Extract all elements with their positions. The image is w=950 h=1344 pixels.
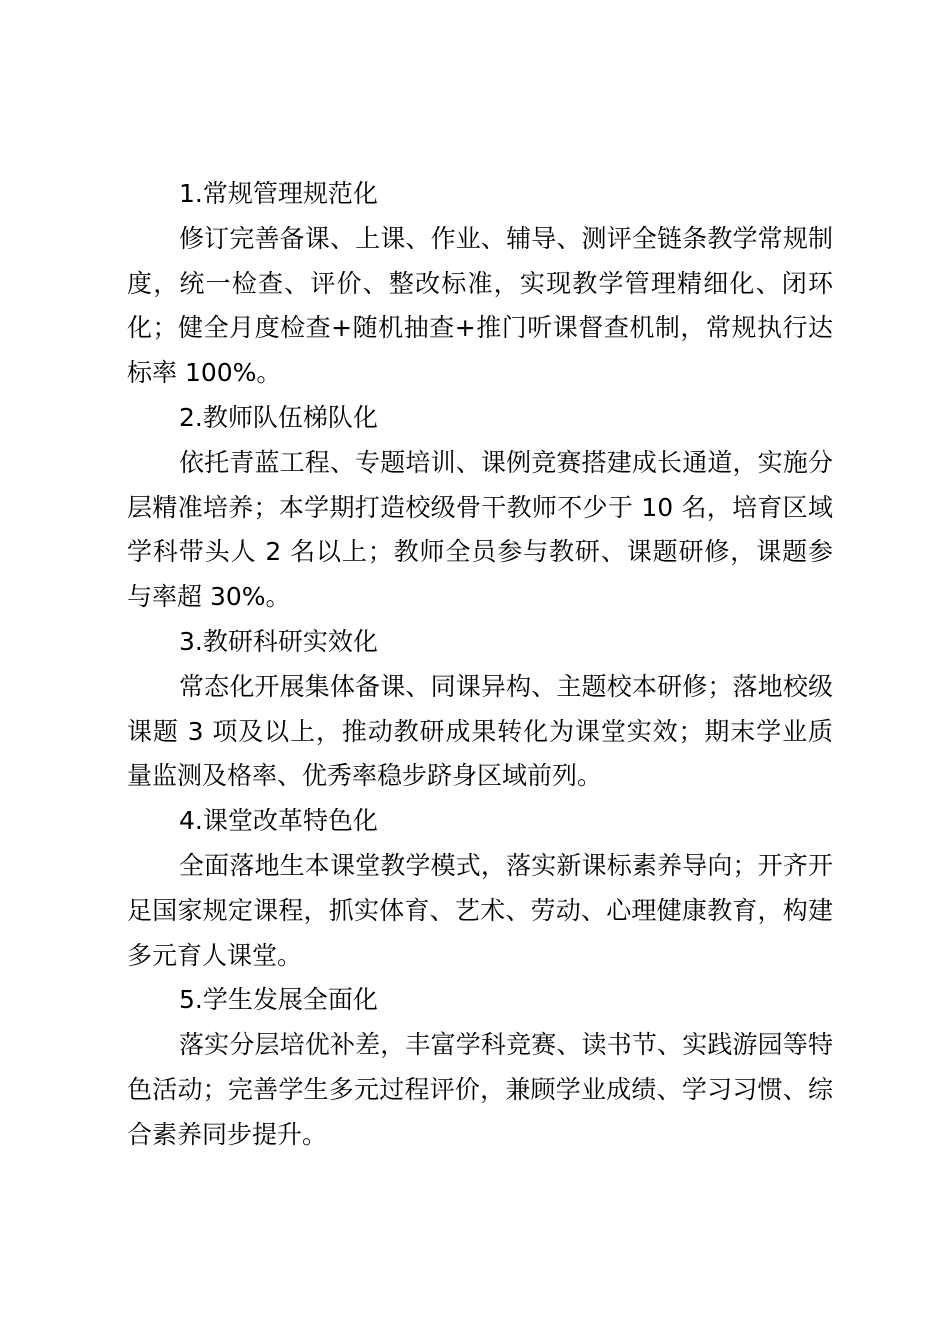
document-page xyxy=(127,172,833,1158)
section-1 xyxy=(127,172,833,396)
section-2 xyxy=(127,396,833,620)
section-heading: 3.教研科研实效化 xyxy=(179,626,378,656)
section-paragraph: 修订完善备课、上课、作业、辅导、测评全链条教学常规制度，统一检查、评价、整改标准，实现教学管理精细化、闭环化；健全月度检查+随机抽查+推门听课督查机制，常规执行达标率 100%。 xyxy=(127,223,833,388)
section-4 xyxy=(127,799,833,978)
section-paragraph: 常态化开展集体备课、同课异构、主题校本研修；落地校级课题 3 项及以上，推动教研成果转化为课堂实效；期末学业质量监测及格率、优秀率稳步跻身区域前列。 xyxy=(127,671,833,791)
section-paragraph: 全面落地生本课堂教学模式，落实新课标素养导向；开齐开足国家规定课程，抓实体育、艺术、劳动、心理健康教育，构建多元育人课堂。 xyxy=(127,850,833,970)
section-5 xyxy=(127,978,833,1157)
section-heading: 4.课堂改革特色化 xyxy=(179,806,378,836)
section-paragraph: 落实分层培优补差，丰富学科竞赛、读书节、实践游园等特色活动；完善学生多元过程评价，兼顾学业成绩、学习习惯、综合素养同步提升。 xyxy=(127,1030,833,1149)
section-3 xyxy=(127,620,833,799)
section-heading: 2.教师队伍梯队化 xyxy=(179,402,378,432)
section-heading: 5.学生发展全面化 xyxy=(179,985,378,1015)
section-paragraph: 依托青蓝工程、专题培训、课例竞赛搭建成长通道，实施分层精准培养；本学期打造校级骨干教师不少于 10 名，培育区域学科带头人 2 名以上；教师全员参与教研、课题研修，课题参与率超 30%。 xyxy=(127,447,833,612)
section-heading: 1.常规管理规范化 xyxy=(179,179,378,208)
